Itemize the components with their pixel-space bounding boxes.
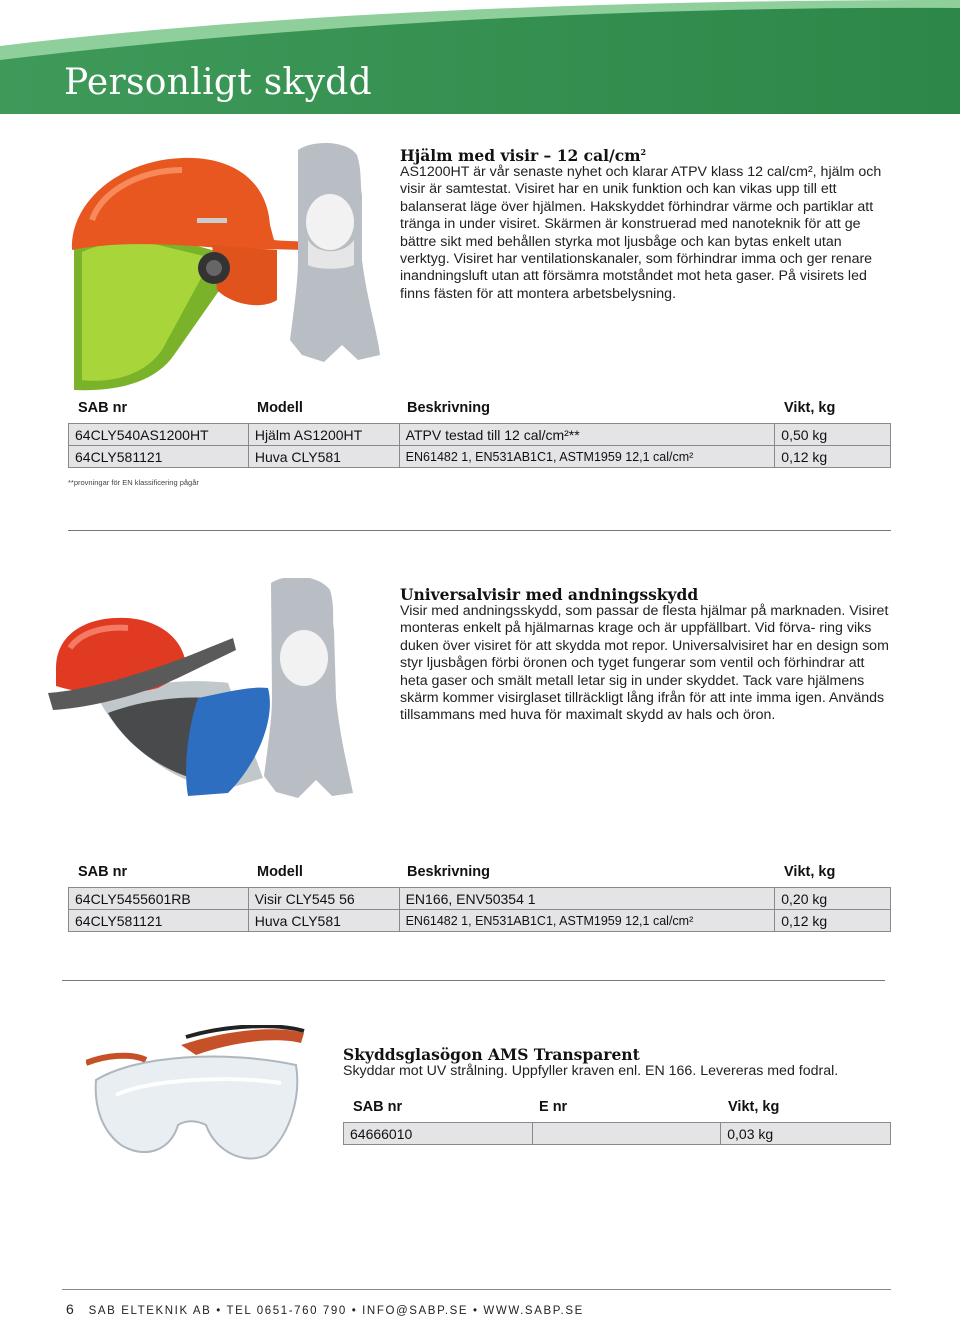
table-row [344,1123,891,1145]
table-cell: EN166, ENV50354 1 [399,888,775,910]
product-1-description: AS1200HT är vår senaste nyhet och klarar ATPV klass 12 cal/cm², hjälm och visir är samtestat. Visiret har en unik funktion och kan vikas upp till ett balanserat läge över hjälmen. Hakskyddet förhindrar värme och partiklar att tränga in under visiret. Skärmen är konstruerad med nanoteknik för att ge bättre sikt med behållen styrka mot ljusbåge och kan bytas enkelt utan verktyg. Visiret har ventilationskanaler, som förhindrar imma och ger renare inandningsluft utan att försämra motståndet mot heta gaser. På visirets led finns fästen för att montera arbetsbelysning. [400,164,882,302]
footnote: **provningar för EN klassificering pågår [68,478,199,487]
safety-glasses-image [86,1025,311,1165]
col-vikt: Vikt, kg [784,864,836,880]
col-vikt: Vikt, kg [728,1099,780,1115]
table-cell: 0,20 kg [775,888,891,910]
table-row [69,910,891,932]
table-cell: 0,50 kg [775,424,891,446]
product-2-table [68,887,891,932]
col-beskrivning: Beskrivning [407,400,490,416]
col-vikt: Vikt, kg [784,400,836,416]
col-sab-nr: SAB nr [78,864,128,880]
product-2-table-header [78,864,898,882]
footer-contact: SAB ELTEKNIK AB • TEL 0651-760 790 • INFO@SABP.SE • WWW.SABP.SE [88,1305,584,1317]
product-1-title: Hjälm med visir – 12 cal/$cm^2$ [400,146,647,165]
col-beskrivning: Beskrivning [407,864,490,880]
table-cell: EN61482 1, EN531AB1C1, ASTM1959 12,1 cal/cm² [399,446,775,468]
page-number: 6 [66,1301,74,1317]
page-footer [66,1301,584,1317]
page-header [0,0,960,114]
product-2-description: Visir med andningsskydd, som passar de flesta hjälmar på marknaden. Visiret monteras enkelt på hjälmarnas krage och är uppfällbart. Vid förva- ring viks duken över visiret för att skydda mot repor. Universalvisiret har en design som styr ljusbågen förbi öronen och tyget fungerar som ventil och förhindrar att heta gaser och smält metall letar sig in under skyddet. Tack vare hjälmens skärm kommer visirglaset tillräckligt lång ifrån för att inte imma igen. Används tillsammans med huva för maximalt skydd av hals och öron. [400,603,889,724]
product-1-table-header [78,400,898,418]
table-row [69,446,891,468]
product-3-description: Skyddar mot UV strålning. Uppfyller kraven enl. EN 166. Levereras med fodral. [343,1063,839,1079]
helmet-with-visor-image [62,140,382,395]
product-3-table-header [353,1099,893,1117]
table-cell: 64CLY540AS1200HT [69,424,249,446]
product-2-title: Universalvisir med andningsskydd [400,585,699,604]
product-3-table [343,1122,891,1145]
table-cell: Hjälm AS1200HT [248,424,399,446]
table-cell: 64CLY581121 [69,910,249,932]
col-sab-nr: SAB nr [353,1099,403,1115]
product-1-table [68,423,891,468]
col-sab-nr: SAB nr [78,400,128,416]
table-cell: 64CLY581121 [69,446,249,468]
table-cell: Huva CLY581 [248,910,399,932]
footer-divider [62,1289,891,1290]
section-divider [68,530,891,531]
table-cell: Huva CLY581 [248,446,399,468]
col-e-nr: E nr [539,1099,568,1115]
table-cell: 0,03 kg [721,1123,891,1145]
product-3-title: Skyddsglasögon AMS Transparent [343,1045,640,1064]
col-modell: Modell [257,400,303,416]
table-cell: 64CLY5455601RB [69,888,249,910]
page-title: Personligt skydd [64,62,372,103]
table-cell: 0,12 kg [775,910,891,932]
col-modell: Modell [257,864,303,880]
table-cell: Visir CLY545 56 [248,888,399,910]
universal-visor-image [48,578,383,828]
table-row [69,888,891,910]
table-row [69,424,891,446]
table-cell: 0,12 kg [775,446,891,468]
table-cell: ATPV testad till 12 cal/cm²** [399,424,775,446]
table-cell [532,1123,721,1145]
table-cell: 64666010 [344,1123,533,1145]
table-cell: EN61482 1, EN531AB1C1, ASTM1959 12,1 cal/cm² [399,910,775,932]
section-divider [62,980,885,981]
